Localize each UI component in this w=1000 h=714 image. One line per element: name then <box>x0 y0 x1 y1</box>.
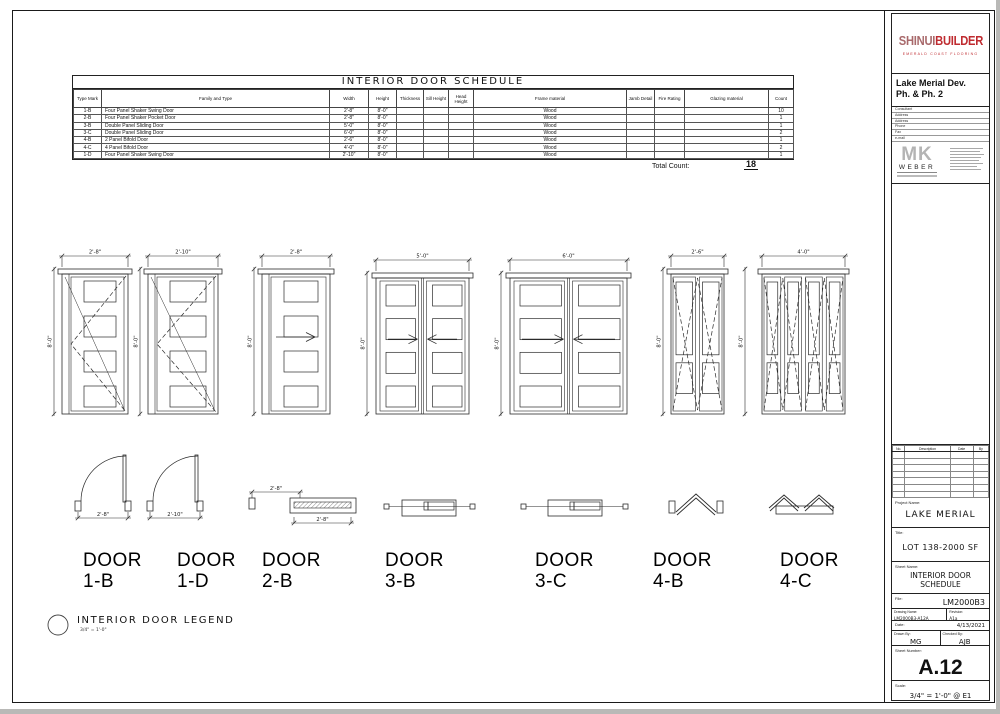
checked-by-label: Checked By: <box>942 632 963 636</box>
revision-empty-row <box>893 452 989 459</box>
sheet-name-label: Sheet Name: <box>895 564 919 569</box>
firm-address-text <box>950 148 984 172</box>
schedule-cell: 2'-6" <box>330 137 369 144</box>
schedule-cell: 4'-0" <box>330 144 369 151</box>
sheet-name-line2: SCHEDULE <box>920 580 961 589</box>
mk-weber-tagline-rule <box>897 175 937 177</box>
schedule-col-header: Jamb Detail <box>627 90 655 108</box>
mk-weber-logo-block <box>892 142 989 184</box>
builder-logo-secondary: BUILDER <box>935 33 984 48</box>
schedule-cell: 4-B <box>74 137 102 144</box>
schedule-cell: 8'-0" <box>369 108 397 115</box>
schedule-cell: Wood <box>474 137 627 144</box>
door-plan-1-B <box>75 455 131 520</box>
drawing-name-field <box>892 609 947 620</box>
dimension-text: 6'-0" <box>562 253 575 260</box>
revision-col-header: By <box>973 446 988 452</box>
schedule-cell: 1-B <box>74 108 102 115</box>
date-field <box>892 621 989 631</box>
checked-by-field <box>941 631 990 645</box>
schedule-cell: 3-C <box>74 129 102 136</box>
checked-by-value: AJB <box>958 638 971 646</box>
consultant-row: Consultant <box>892 107 989 113</box>
file-value: LM2000B3 <box>942 598 985 607</box>
scale-label: Scale: <box>895 683 907 688</box>
schedule-cell: 1 <box>769 122 794 129</box>
date-value: 4/13/2021 <box>956 623 985 629</box>
schedule-col-header: Count <box>769 90 794 108</box>
door-label-3-B: DOOR 3-B <box>385 550 444 592</box>
dimension-text: 2'-8" <box>316 517 329 523</box>
schedule-cell: 4 Panel Bifold Door <box>102 144 330 151</box>
builder-logo <box>892 14 989 74</box>
dimension-text: 2'-10" <box>175 249 191 256</box>
consultant-row: e-mail <box>892 136 989 142</box>
door-label-2-B: DOOR 2-B <box>262 550 321 592</box>
schedule-col-header: Frame material <box>474 90 627 108</box>
door-plan-3-C <box>521 500 628 516</box>
revision-field <box>947 609 989 620</box>
schedule-cell: 2 Panel Bifold Door <box>102 137 330 144</box>
drawn-checked-row <box>892 631 989 646</box>
schedule-col-header: Family and Type <box>102 90 330 108</box>
door-elevation-2-B <box>248 250 335 417</box>
schedule-cell: 8'-0" <box>369 129 397 136</box>
legend-scale: 3/4" = 1'-0" <box>80 628 107 633</box>
schedule-cell: Double Panel Sliding Door <box>102 122 330 129</box>
door-elevation-1-D <box>134 250 223 417</box>
title-value: LOT 138-2000 SF <box>902 543 979 552</box>
schedule-cell: Wood <box>474 151 627 158</box>
schedule-cell: Wood <box>474 144 627 151</box>
revision-empty-row <box>893 491 989 498</box>
door-plan-4-C <box>769 495 834 514</box>
door-plan-1-D <box>147 455 203 520</box>
drawing-name-value: LM2000B3-A12A <box>894 615 929 621</box>
builder-logo-primary: SHINUI <box>898 33 936 48</box>
schedule-cell: Double Panel Sliding Door <box>102 129 330 136</box>
door-elevation-3-B <box>361 254 474 417</box>
schedule-cell: Wood <box>474 115 627 122</box>
legend-bubble-icon <box>48 615 68 635</box>
door-plan-3-B <box>384 500 475 516</box>
door-label-3-C: DOOR 3-C <box>535 550 594 592</box>
project-title-line2: Ph. & Ph. 2 <box>896 89 944 99</box>
door-plan-4-B <box>669 494 723 515</box>
mk-logo-text: MK <box>901 144 933 165</box>
dimension-text: 8'-0" <box>247 335 254 348</box>
schedule-cell: 1 <box>769 137 794 144</box>
schedule-cell: 8'-0" <box>369 115 397 122</box>
consultant-row: Address <box>892 113 989 119</box>
scale-field <box>892 681 989 700</box>
dimension-text: 4'-0" <box>797 249 810 256</box>
schedule-cell: Wood <box>474 129 627 136</box>
drawn-by-field <box>892 631 941 645</box>
titleblock <box>891 13 990 701</box>
schedule-cell: 8'-0" <box>369 151 397 158</box>
dimension-text: 8'-0" <box>494 337 501 350</box>
dimension-text: 8'-0" <box>656 335 663 348</box>
schedule-title: INTERIOR DOOR SCHEDULE <box>73 76 793 89</box>
revision-empty-row <box>893 478 989 485</box>
sheet-number-field <box>892 646 989 681</box>
schedule-cell: Wood <box>474 108 627 115</box>
dimension-text: 5'-0" <box>416 253 429 260</box>
consultant-row: Address <box>892 119 989 125</box>
dimension-text: 2'-6" <box>691 249 704 256</box>
dimension-text: 2'-8" <box>269 486 283 492</box>
revision-col-header: Description <box>905 446 950 452</box>
drawn-by-label: Drawn By: <box>894 632 911 636</box>
schedule-cell: 2'-8" <box>330 108 369 115</box>
project-name-label: Project Name: <box>895 500 921 505</box>
schedule-col-header: Thickness <box>397 90 424 108</box>
dimension-text: 8'-0" <box>738 335 745 348</box>
title-label: Title: <box>895 530 904 535</box>
schedule-col-header: Type Mark <box>74 90 102 108</box>
revision-col-header: No. <box>893 446 905 452</box>
weber-logo-text: WEBER <box>898 164 936 171</box>
schedule-cell: 5'-0" <box>330 122 369 129</box>
door-plan-2-B <box>249 486 356 525</box>
schedule-col-header: Width <box>330 90 369 108</box>
schedule-cell: Four Panel Shaker Swing Door <box>102 151 330 158</box>
total-count-label: Total Count: <box>652 163 690 170</box>
door-elevation-4-C <box>739 250 850 417</box>
schedule-cell: 2 <box>769 144 794 151</box>
schedule-cell: 8'-0" <box>369 137 397 144</box>
dimension-text: 2'-8" <box>96 512 110 518</box>
schedule-cell: Four Panel Shaker Pocket Door <box>102 115 330 122</box>
schedule-cell: Wood <box>474 122 627 129</box>
drawn-by-value: MG <box>910 638 922 646</box>
schedule-cell: 8'-0" <box>369 144 397 151</box>
consultant-block <box>892 107 989 142</box>
total-count-value: 18 <box>745 159 756 169</box>
dimension-text: 8'-0" <box>47 335 54 348</box>
schedule-col-header: Head Height <box>449 90 474 108</box>
dimension-text: 2'-10" <box>167 512 183 518</box>
schedule-cell: 2-B <box>74 115 102 122</box>
revision-empty-row <box>893 458 989 465</box>
sheet-number-label: Sheet Number: <box>895 648 922 653</box>
schedule-col-header: Fire Rating <box>655 90 685 108</box>
file-label: File: <box>895 596 903 601</box>
schedule-cell: 3-B <box>74 122 102 129</box>
schedule-cell: Four Panel Shaker Swing Door <box>102 108 330 115</box>
revision-empty-row <box>893 471 989 478</box>
date-label: Date: <box>895 622 905 627</box>
door-elevation-3-C <box>495 254 632 417</box>
project-name-value: LAKE MERIAL <box>905 510 976 520</box>
revision-empty-row <box>893 484 989 491</box>
schedule-cell: 6'-0" <box>330 129 369 136</box>
dimension-text: 2'-8" <box>88 249 102 256</box>
schedule-col-header: Height <box>369 90 397 108</box>
schedule-cell: 2'-8" <box>330 115 369 122</box>
door-label-1-B: DOOR 1-B <box>83 550 142 592</box>
consultant-row: Phone <box>892 124 989 130</box>
sheet-name-line1: INTERIOR DOOR <box>910 571 971 580</box>
dimension-text: 8'-0" <box>360 337 367 350</box>
schedule-cell: 8'-0" <box>369 122 397 129</box>
schedule-cell: 1 <box>769 115 794 122</box>
sheet-name-field <box>892 562 989 594</box>
project-name-field <box>892 498 989 528</box>
schedule-cell: 10 <box>769 108 794 115</box>
schedule-col-header: Glazing material <box>685 90 769 108</box>
sheet-number-value: A.12 <box>918 656 963 679</box>
dimension-text: 2'-8" <box>289 249 303 256</box>
revision-label: Revision: <box>949 610 964 614</box>
door-label-1-D: DOOR 1-D <box>177 550 236 592</box>
door-label-4-C: DOOR 4-C <box>780 550 839 592</box>
revision-value: A1a <box>949 615 958 621</box>
drawing-name-revision-row <box>892 609 989 621</box>
mk-weber-logo <box>897 146 937 177</box>
door-elevation-1-B <box>48 250 133 417</box>
dimension-text: 8'-0" <box>133 335 140 348</box>
file-field <box>892 594 989 609</box>
title-field <box>892 528 989 562</box>
door-label-4-B: DOOR 4-B <box>653 550 712 592</box>
schedule-cell: 4-C <box>74 144 102 151</box>
project-title-line1: Lake Merial Dev. <box>896 78 966 88</box>
legend-title: INTERIOR DOOR LEGEND <box>77 615 235 626</box>
revision-empty-row <box>893 465 989 472</box>
schedule-cell: 1 <box>769 151 794 158</box>
door-elevation-4-B <box>657 250 729 417</box>
drawing-name-label: Drawing Name: <box>894 610 918 614</box>
revision-col-header: Date <box>950 446 973 452</box>
schedule-cell: 1-D <box>74 151 102 158</box>
consultant-row: Fax <box>892 130 989 136</box>
schedule-cell: 2 <box>769 129 794 136</box>
builder-logo-tagline: EMERALD COAST FLOORING <box>902 52 979 56</box>
scale-value: 3/4" = 1'-0" @ E1 <box>909 692 972 700</box>
revision-table <box>892 444 989 498</box>
schedule-cell: 2'-10" <box>330 151 369 158</box>
project-title-block <box>892 74 989 107</box>
schedule-col-header: Sill Height <box>424 90 449 108</box>
